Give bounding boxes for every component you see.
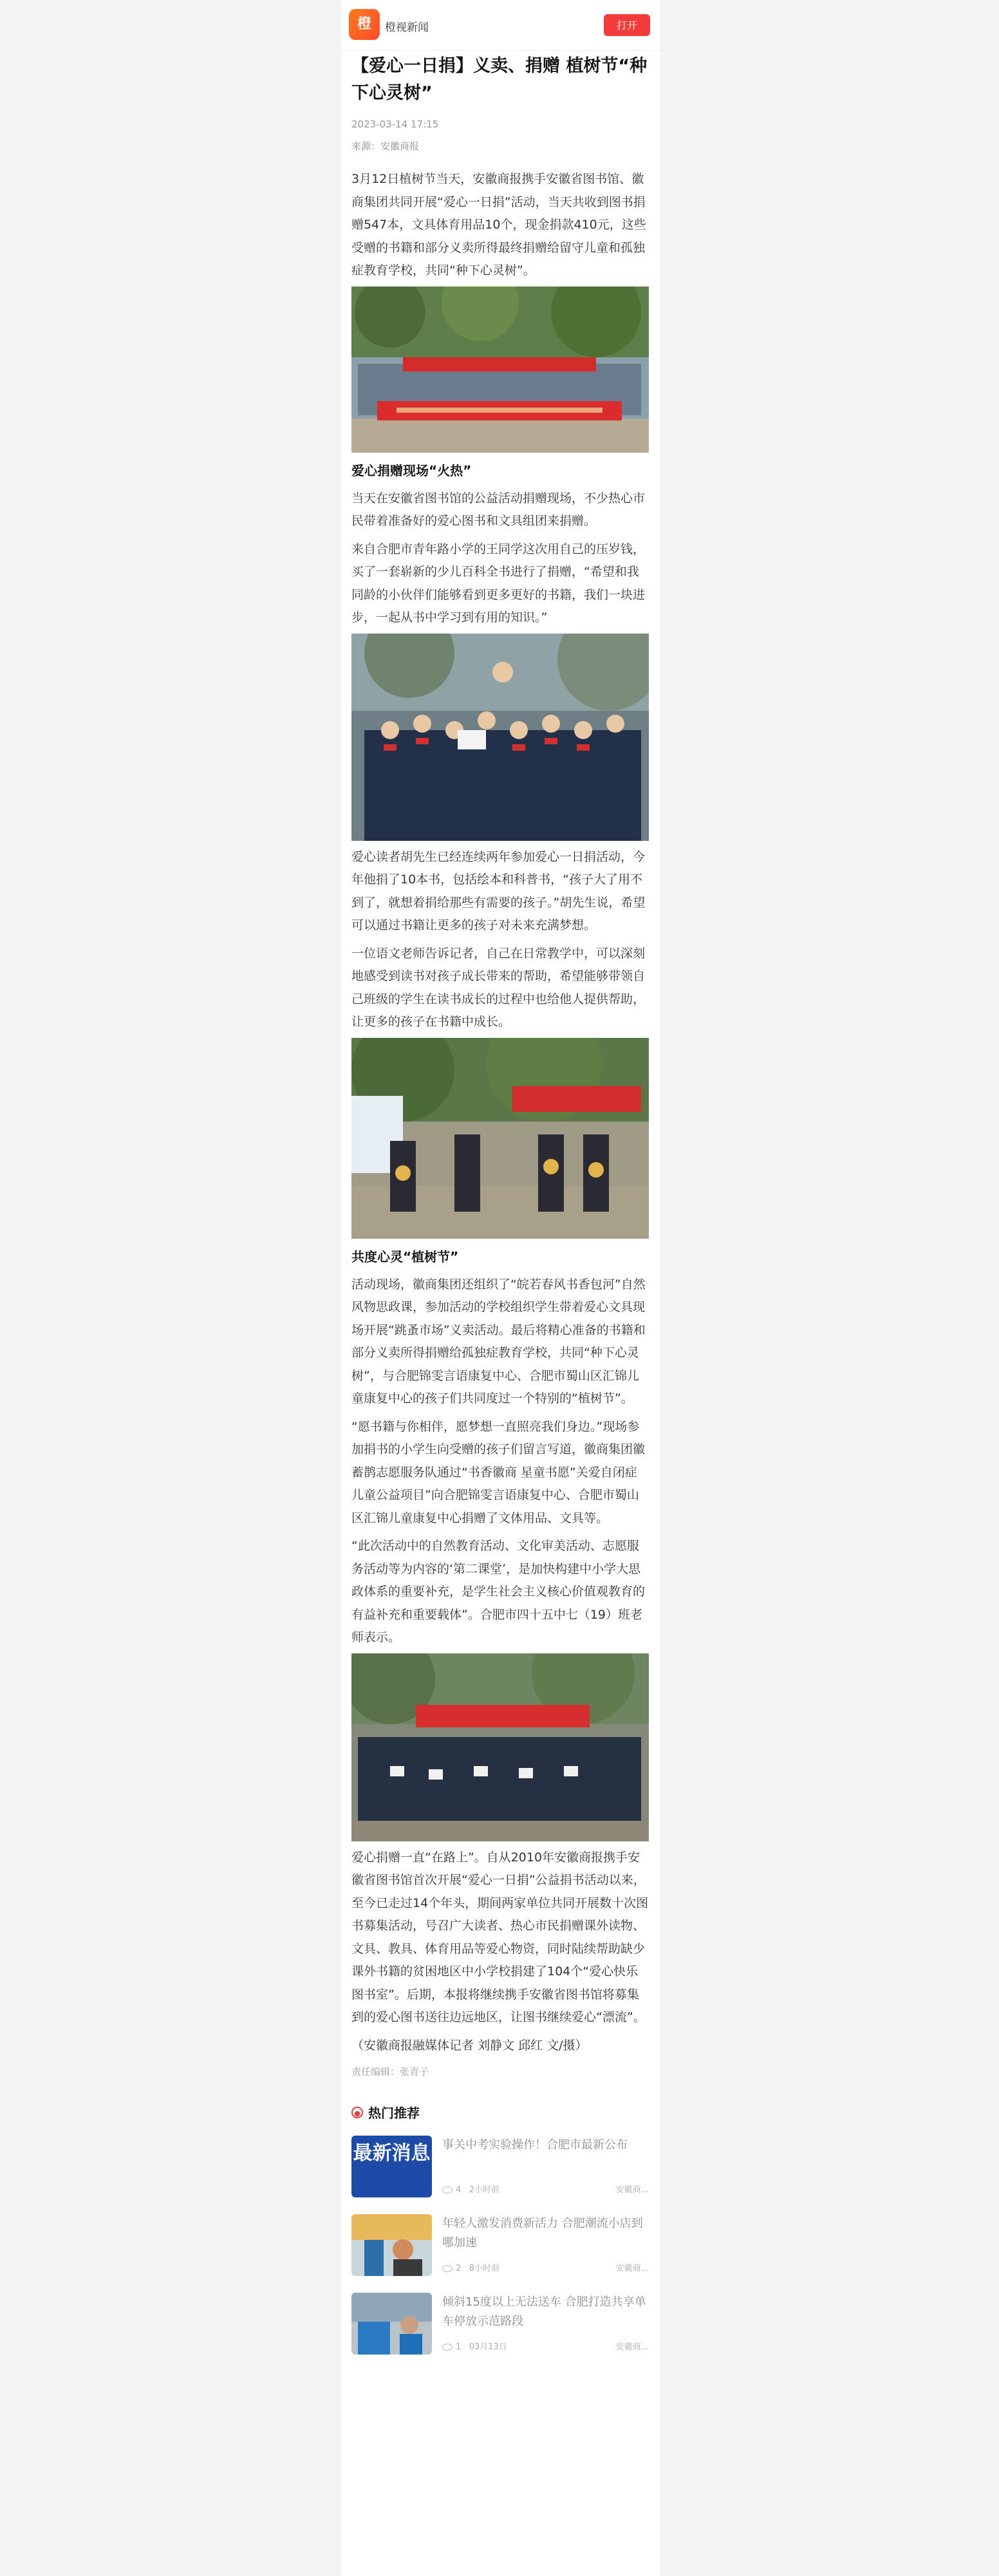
- article-page: [341, 0, 660, 2576]
- recommend-item[interactable]: [351, 2293, 649, 2357]
- recommend-meta: [442, 2340, 649, 2352]
- eye-icon: [442, 2344, 453, 2351]
- recommend-source: 安徽商...: [615, 2342, 649, 2352]
- recommend-title[interactable]: 年轻人激发消费新活力 合肥潮流小店到哪加速: [442, 2217, 643, 2250]
- byline: （安徽商报融媒体记者 刘静文 邱红 文/摄）: [351, 2038, 588, 2053]
- responsible-editor: 责任编辑：张青子: [351, 2066, 429, 2078]
- app-name: 橙视新闻: [385, 21, 429, 34]
- paragraph-5: 一位语文老师告诉记者，自己在日常教学中，可以深刻地感受到读书对孩子成长带来的帮助，希望能够带领自己班级的学生在读书成长的过程中也给他人提供帮助，让更多的孩子在书籍中成长。: [351, 946, 646, 1029]
- section-heading-2: 共度心灵“植树节”: [351, 1248, 459, 1264]
- paragraph-6: 活动现场，徽商集团还组织了“皖若春风书香包河”自然风物思政课，参加活动的学校组织学生带着爱心文具现场开展“跳蚤市场”义卖活动。最后将精心准备的书籍和部分义卖所得捐赠给孤独症教育学校，共同“种下心灵树”，与合肥锦雯言语康复中心、合肥市蜀山区汇锦儿童康复中心的孩子们共同度过一个特别的“植树节”。: [351, 1277, 646, 1406]
- paragraph-9: 爱心捐赠一直“在路上”。自从2010年安徽商报携手安徽省图书馆首次开展“爱心一日捐”公益捐书活动以来，至今已走过14个年头，期间两家单位共同开展数十次图书募集活动，号召广大读者、热心市民捐赠课外读物、文具、教具、体育用品等爱心物资，同时陆续帮助缺少课外书籍的贫困地区中小学校捐建了104个“爱心快乐图书室”。后期，本报将继续携手安徽省图书馆将募集到的爱心图书送往边远地区，让图书继续爱心“漂流”。: [351, 1850, 649, 2024]
- post-time: 8小时前: [469, 2264, 500, 2273]
- open-app-button[interactable]: 打开: [604, 14, 650, 36]
- photo-group-2: [351, 1653, 649, 1841]
- paragraph-3: 来自合肥市青年路小学的王同学这次用自己的压岁钱，买了一套崭新的少儿百科全书进行了捐赠，“希望和我同龄的小伙伴们能够看到更多更好的书籍，我们一块进步，一起从书中学习到有用的知识。”: [351, 541, 646, 625]
- article-title: 【爱心一日捐】义卖、捐赠 植树节“种下心灵树”: [351, 56, 648, 103]
- photo-group-banner: [351, 287, 649, 453]
- recommend-meta: [442, 2261, 649, 2273]
- view-count: 2: [456, 2264, 462, 2273]
- app-logo-icon[interactable]: 橙: [349, 9, 380, 40]
- recommend-item[interactable]: [351, 2136, 649, 2200]
- thumbnail-text: 最新消息: [353, 2142, 431, 2165]
- view-count: 4: [456, 2185, 462, 2195]
- recommend-thumbnail: [351, 2293, 432, 2355]
- flame-icon: ●: [351, 2107, 363, 2118]
- recommend-thumbnail: [351, 2214, 432, 2276]
- top-app-bar: [341, 0, 660, 51]
- recommend-title[interactable]: 倾斜15度以上无法送车 合肥打造共享单车停放示范路段: [442, 2295, 646, 2328]
- post-time: 2小时前: [469, 2185, 500, 2195]
- publish-time: 2023-03-14 17:15: [351, 118, 439, 130]
- article-content: [351, 53, 649, 2357]
- eye-icon: [442, 2265, 453, 2272]
- view-count: 1: [456, 2342, 462, 2352]
- paragraph-intro: 3月12日植树节当天，安徽商报携手安徽省图书馆、徽商集团共同开展“爱心一日捐”活动，当天共收到图书捐赠547本，文具体育用品10个，现金捐款410元，这些受赠的书籍和部分义卖所得最终捐赠给留守儿童和孤独症教育学校，共同“种下心灵树”。: [351, 172, 646, 277]
- recommend-source: 安徽商...: [615, 2185, 649, 2195]
- hot-recommend-label: 热门推荐: [368, 2105, 420, 2121]
- recommend-source: 安徽商...: [615, 2264, 649, 2273]
- photo-students: [351, 634, 649, 841]
- recommend-thumbnail: [351, 2136, 432, 2197]
- section-heading-1: 爱心捐赠现场“火热”: [351, 462, 472, 478]
- article-source: 来源：安徽商报: [351, 140, 420, 152]
- paragraph-7: “愿书籍与你相伴，愿梦想一直照亮我们身边。”现场参加捐书的小学生向受赠的孩子们留言写道，徽商集团徽蓄鹊志愿服务队通过“书香徽商 星童书愿”关爱自闭症儿童公益项目”向合肥锦雯言语康复中心、合肥市蜀山区汇锦儿童康复中心捐赠了文体用品、文具等。: [351, 1419, 646, 1525]
- recommend-meta: [442, 2183, 649, 2195]
- photo-outdoor-kids: [351, 1038, 649, 1239]
- paragraph-4: 爱心读者胡先生已经连续两年参加爱心一日捐活动，今年他捐了10本书，包括绘本和科普书，“孩子大了用不到了，就想着捐给那些有需要的孩子。”胡先生说，希望可以通过书籍让更多的孩子对未来充满梦想。: [351, 849, 646, 932]
- hot-recommend-heading: [351, 2103, 649, 2121]
- paragraph-8: “此次活动中的自然教育活动、文化审美活动、志愿服务活动等为内容的‘第二课堂’，是加快构建中小学大思政体系的重要补充，是学生社会主义核心价值观教育的有益补充和重要载体”。合肥市四十五中七（19）班老师表示。: [351, 1539, 646, 1644]
- recommend-item[interactable]: [351, 2214, 649, 2279]
- paragraph-2: 当天在安徽省图书馆的公益活动捐赠现场，不少热心市民带着准备好的爱心图书和文具组团来捐赠。: [351, 491, 646, 528]
- post-time: 03月13日: [469, 2342, 507, 2352]
- eye-icon: [442, 2186, 453, 2194]
- recommend-title[interactable]: 事关中考实验操作！合肥市最新公布: [442, 2138, 628, 2152]
